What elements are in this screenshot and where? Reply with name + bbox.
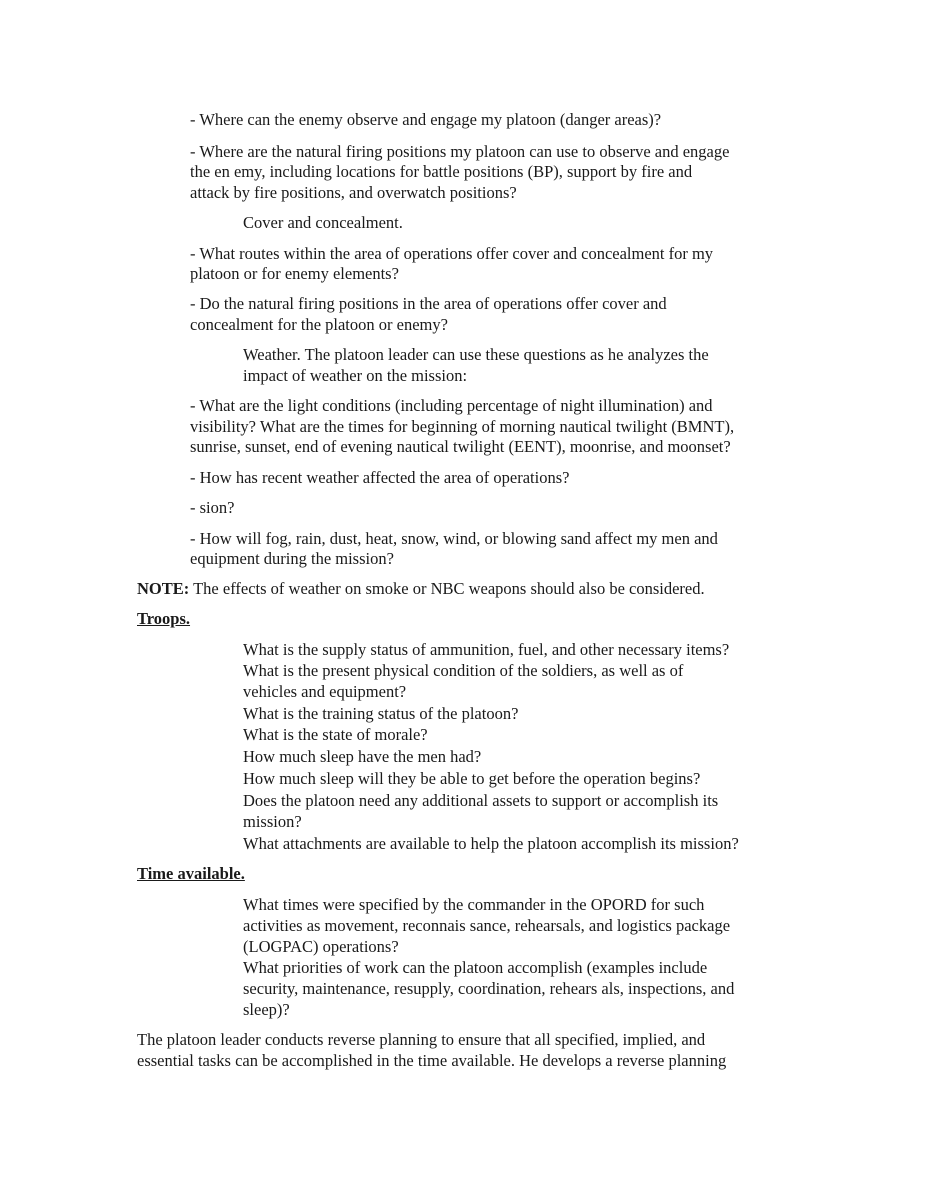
light-conditions-question-line-1: - What are the light conditions (including percentage of night illumination) and (190, 396, 713, 415)
reverse-planning-paragraph-line-1: The platoon leader conducts reverse planning to ensure that all specified, implied, and (137, 1030, 706, 1049)
troops-question-sleep-before: How much sleep will they be able to get before the operation begins? (243, 769, 701, 788)
firing-cover-question-line-2: concealment for the platoon or enemy? (190, 315, 448, 334)
time-question-opord-line-2: activities as movement, reconnais sance, rehearsals, and logistics package (243, 916, 731, 935)
reverse-planning-paragraph-line-2: essential tasks can be accomplished in the time available. He develops a reverse planning (137, 1051, 727, 1070)
troops-question-morale: What is the state of morale? (243, 725, 428, 744)
time-question-priorities-line-1: What priorities of work can the platoon accomplish (examples include (243, 958, 708, 977)
troops-question-sleep-had: How much sleep have the men had? (243, 747, 482, 766)
troops-question-assets-line-1: Does the platoon need any additional assets to support or accomplish its (243, 791, 719, 810)
firing-positions-question-line-3: attack by fire positions, and overwatch positions? (190, 183, 517, 202)
recent-weather-question: - How has recent weather affected the area of operations? (190, 468, 570, 487)
troops-heading: Troops. (137, 609, 191, 628)
time-question-opord-line-1: What times were specified by the commander in the OPORD for such (243, 895, 705, 914)
firing-positions-question-line-1: - Where are the natural firing positions my platoon can use to observe and engage (190, 142, 730, 161)
routes-question-line-2: platoon or for enemy elements? (190, 264, 399, 283)
routes-question-line-1: - What routes within the area of operations offer cover and concealment for my (190, 244, 714, 263)
troops-question-condition-line-2: vehicles and equipment? (243, 682, 407, 701)
sion-fragment: - sion? (190, 498, 235, 517)
note-label: NOTE: (137, 579, 190, 598)
fog-rain-question-line-2: equipment during the mission? (190, 549, 394, 568)
fog-rain-question-line-1: - How will fog, rain, dust, heat, snow, wind, or blowing sand affect my men and (190, 529, 718, 548)
time-question-opord-line-3: (LOGPAC) operations? (243, 937, 399, 956)
troops-question-supply: What is the supply status of ammunition, fuel, and other necessary items? (243, 640, 730, 659)
troops-question-condition-line-1: What is the present physical condition of the soldiers, as well as of (243, 661, 684, 680)
note-text: The effects of weather on smoke or NBC weapons should also be considered. (189, 579, 705, 598)
time-question-priorities-line-2: security, maintenance, resupply, coordination, rehears als, inspections, and (243, 979, 735, 998)
time-question-priorities-line-3: sleep)? (243, 1000, 290, 1019)
light-conditions-question-line-2: visibility? What are the times for beginning of morning nautical twilight (BMNT), (190, 417, 735, 436)
firing-cover-question-line-1: - Do the natural firing positions in the area of operations offer cover and (190, 294, 667, 313)
cover-concealment-subheading: Cover and concealment. (243, 213, 403, 232)
weather-intro-line-1: Weather. The platoon leader can use these questions as he analyzes the (243, 345, 709, 364)
weather-intro-line-2: impact of weather on the mission: (243, 366, 468, 385)
troops-question-training: What is the training status of the platoon? (243, 704, 519, 723)
danger-areas-question: - Where can the enemy observe and engage my platoon (danger areas)? (190, 110, 662, 129)
firing-positions-question-line-2: the en emy, including locations for battle positions (BP), support by fire and (190, 162, 693, 181)
troops-question-attachments: What attachments are available to help the platoon accomplish its mission? (243, 834, 739, 853)
time-available-heading: Time available. (137, 864, 245, 883)
troops-question-assets-line-2: mission? (243, 812, 302, 831)
light-conditions-question-line-3: sunrise, sunset, end of evening nautical twilight (EENT), moonrise, and moonset? (190, 437, 731, 456)
note-paragraph (137, 578, 705, 600)
